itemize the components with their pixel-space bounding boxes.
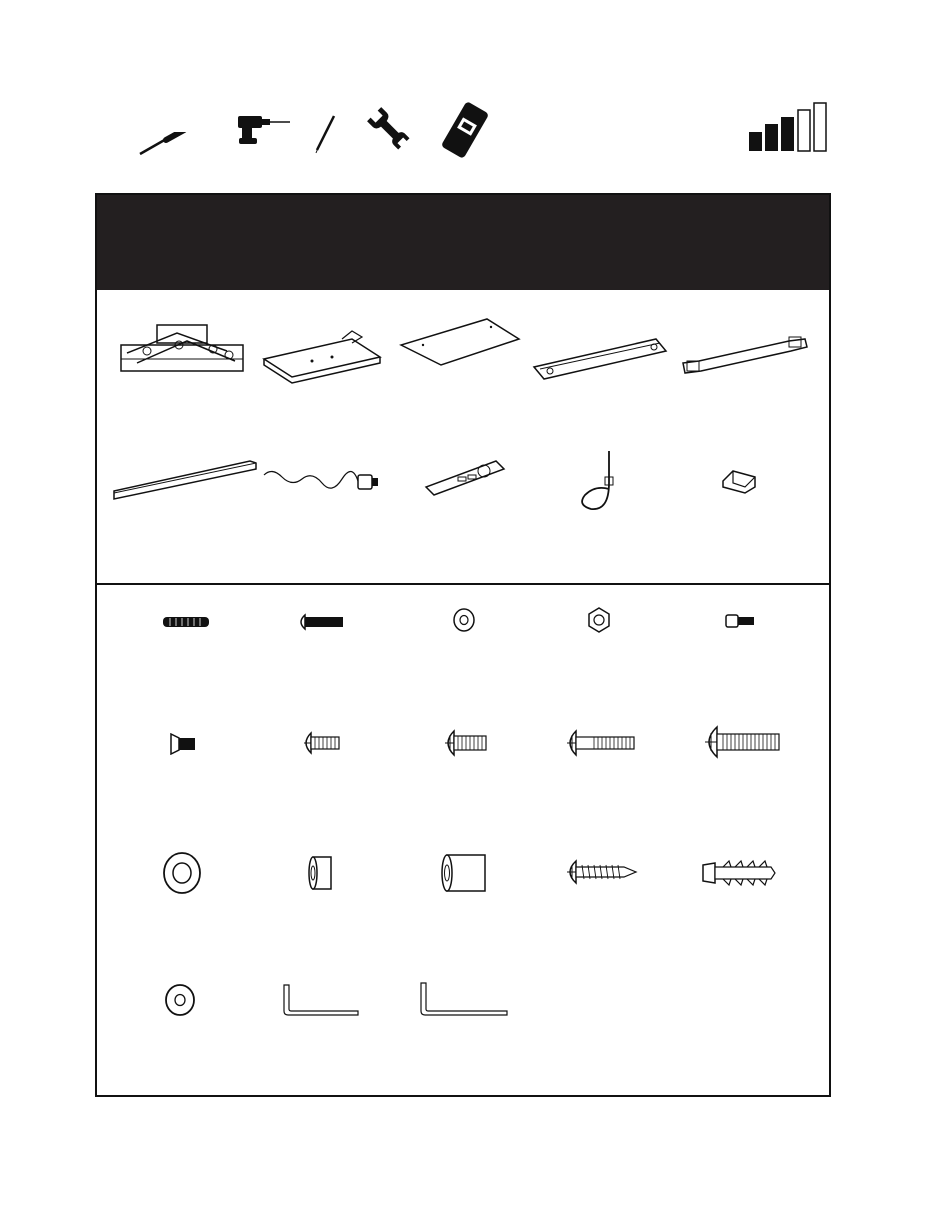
wall-anchor-icon — [701, 859, 777, 887]
power-drill-icon — [236, 114, 292, 146]
long-bar-icon — [112, 457, 258, 501]
flat-washer-small-icon — [452, 607, 476, 633]
parts-panel — [95, 193, 831, 1097]
cable-tie-icon — [575, 449, 625, 515]
cable-clip-icon — [719, 467, 759, 495]
spacer-short-icon — [307, 855, 333, 891]
power-adapter-icon — [262, 467, 382, 499]
difficulty-bars-icon — [748, 102, 828, 152]
pencil-icon — [314, 114, 336, 154]
mounting-bracket-icon — [262, 327, 382, 385]
threaded-rod-icon — [162, 615, 210, 629]
large-washer-icon — [162, 851, 202, 895]
rail-bracket-icon — [532, 331, 668, 381]
round-head-bolt-icon — [295, 613, 345, 631]
hex-nut-icon — [587, 607, 611, 633]
flat-head-screw-icon — [169, 733, 197, 755]
washer-icon — [164, 983, 196, 1017]
slide-bracket-icon — [679, 327, 811, 377]
socket-cap-screw-icon — [725, 613, 755, 629]
panel-header — [97, 195, 829, 290]
wood-screw-icon — [562, 859, 638, 885]
lift-mechanism-icon — [117, 323, 247, 373]
spacer-long-icon — [439, 853, 487, 893]
pan-head-screw-xlong-icon — [699, 725, 781, 759]
panel-divider — [97, 583, 829, 585]
panel-plate-icon — [399, 317, 521, 367]
remote-control-icon — [422, 457, 506, 497]
allen-key-large-icon — [419, 981, 509, 1017]
wrench-icon — [366, 106, 412, 152]
stud-finder-icon — [440, 102, 490, 158]
pan-head-screw-medium-icon — [440, 729, 488, 757]
pan-head-screw-short-icon — [299, 731, 341, 755]
screwdriver-icon — [138, 132, 188, 156]
allen-key-small-icon — [282, 983, 360, 1017]
pan-head-screw-long-icon — [562, 729, 636, 757]
